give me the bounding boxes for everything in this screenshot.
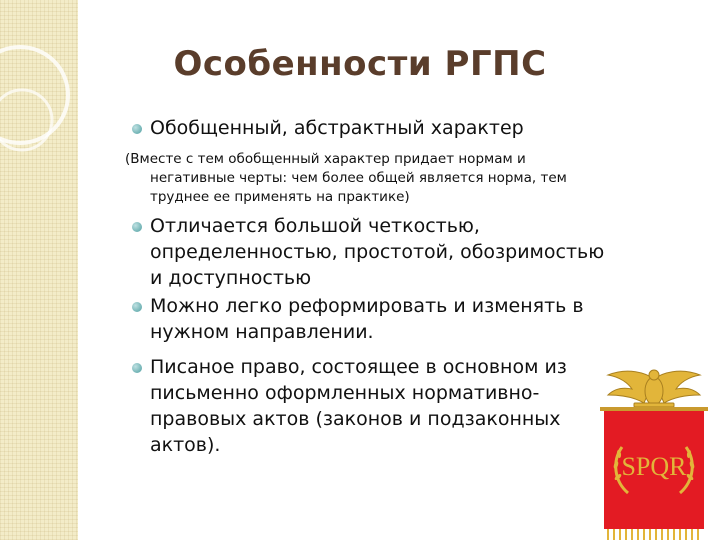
bullet-3-line: нужном направлении. [150,321,374,343]
eagle-icon [608,370,700,407]
bullet-3-line: Можно легко реформировать и изменять в [150,295,584,317]
bullet-marker [132,222,142,232]
note-line: негативные черты: чем более общей является норма, тем [150,170,567,186]
note-line: (Вместе с тем обобщенный характер придает нормам и [125,151,526,167]
bullet-1-text: Обобщенный, абстрактный характер [150,117,524,139]
roman-standard-emblem [588,365,720,540]
bullet-4-line: актов). [150,434,221,456]
bullet-marker [132,363,142,373]
emblem-text: SPQR [621,452,687,481]
bullet-2-line: Отличается большой четкостью, [150,215,480,237]
banner-fringe [608,529,698,540]
bullet-4-line: письменно оформленных нормативно- [150,382,540,404]
bullet-marker [132,124,142,134]
bullet-4-line: правовых актов (законов и подзаконных [150,408,561,430]
bullet-marker [132,302,142,312]
bullet-2-line: и доступностью [150,267,312,289]
slide-title: Особенности РГПС [173,44,547,84]
bullet-2-line: определенностью, простотой, обозримостью [150,241,605,263]
note-line: труднее ее применять на практике) [150,189,410,205]
bullet-4-line: Писаное право, состоящее в основном из [150,356,567,378]
crossbar [600,407,708,411]
